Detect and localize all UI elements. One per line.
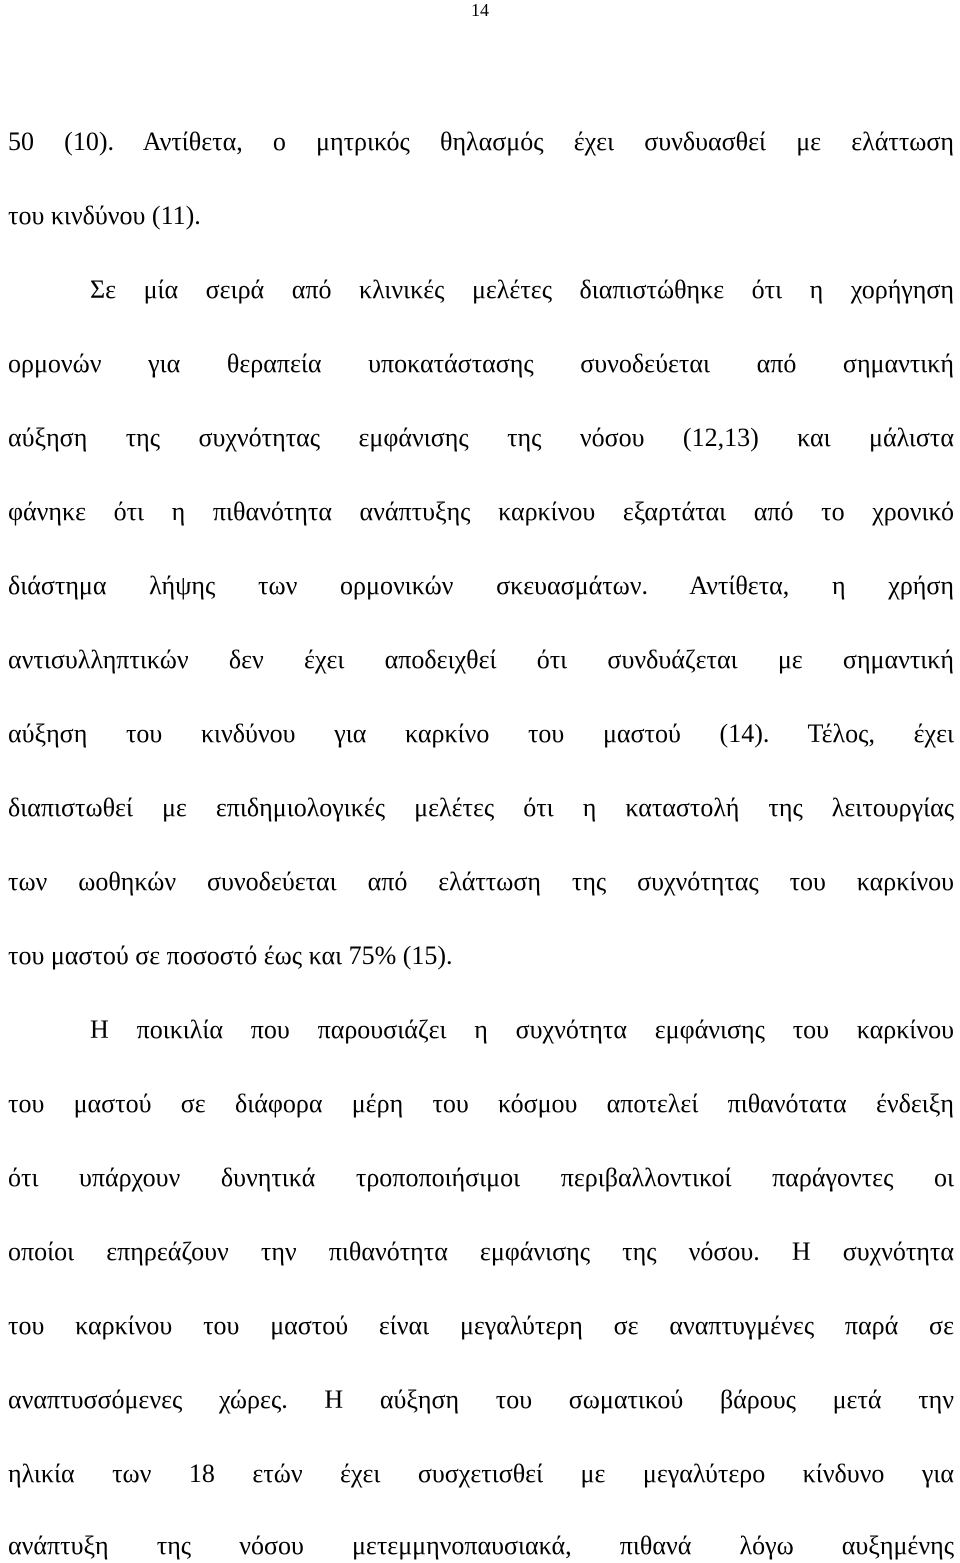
text-line-19: ηλικία των 18 ετών έχει συσχετισθεί με μεγαλύτερο κίνδυνο για <box>8 1459 954 1488</box>
text-line-12: του μαστού σε ποσοστό έως και 75% (15). <box>8 941 453 970</box>
text-line-14: του μαστού σε διάφορα μέρη του κόσμου αποτελεί πιθανότατα ένδειξη <box>8 1089 954 1118</box>
text-line-17: του καρκίνου του μαστού είναι μεγαλύτερη σε αναπτυγμένες παρά σε <box>8 1311 954 1340</box>
text-line-4: ορμονών για θεραπεία υποκατάστασης συνοδεύεται από σημαντική <box>8 349 954 378</box>
text-line-1: 50 (10). Αντίθετα, ο μητρικός θηλασμός έχει συνδυασθεί με ελάττωση <box>8 127 954 156</box>
text-line-8: αντισυλληπτικών δεν έχει αποδειχθεί ότι συνδυάζεται με σημαντική <box>8 645 954 674</box>
text-line-11: των ωοθηκών συνοδεύεται από ελάττωση της συχνότητας του καρκίνου <box>8 867 954 896</box>
page-number: 14 <box>471 0 489 20</box>
text-line-20: ανάπτυξη της νόσου μετεμμηνοπαυσιακά, πιθανά λόγω αυξημένης <box>8 1531 954 1560</box>
text-line-6: φάνηκε ότι η πιθανότητα ανάπτυξης καρκίνου εξαρτάται από το χρονικό <box>8 497 954 526</box>
text-line-16: οποίοι επηρεάζουν την πιθανότητα εμφάνισης της νόσου. Η συχνότητα <box>8 1237 954 1266</box>
text-line-10: διαπιστωθεί με επιδημιολογικές μελέτες ότι η καταστολή της λειτουργίας <box>8 793 954 822</box>
text-line-9: αύξηση του κινδύνου για καρκίνο του μαστού (14). Τέλος, έχει <box>8 719 954 748</box>
text-line-18: αναπτυσσόμενες χώρες. Η αύξηση του σωματικού βάρους μετά την <box>8 1385 954 1414</box>
text-line-5: αύξηση της συχνότητας εμφάνισης της νόσου (12,13) και μάλιστα <box>8 423 954 452</box>
text-line-3: Σε μία σειρά από κλινικές μελέτες διαπιστώθηκε ότι η χορήγηση <box>90 275 954 304</box>
text-line-7: διάστημα λήψης των ορμονικών σκευασμάτων. Αντίθετα, η χρήση <box>8 571 954 600</box>
text-line-13: Η ποικιλία που παρουσιάζει η συχνότητα εμφάνισης του καρκίνου <box>90 1015 954 1044</box>
text-line-15: ότι υπάρχουν δυνητικά τροποποιήσιμοι περιβαλλοντικοί παράγοντες οι <box>8 1163 954 1192</box>
text-line-2: του κινδύνου (11). <box>8 201 201 230</box>
